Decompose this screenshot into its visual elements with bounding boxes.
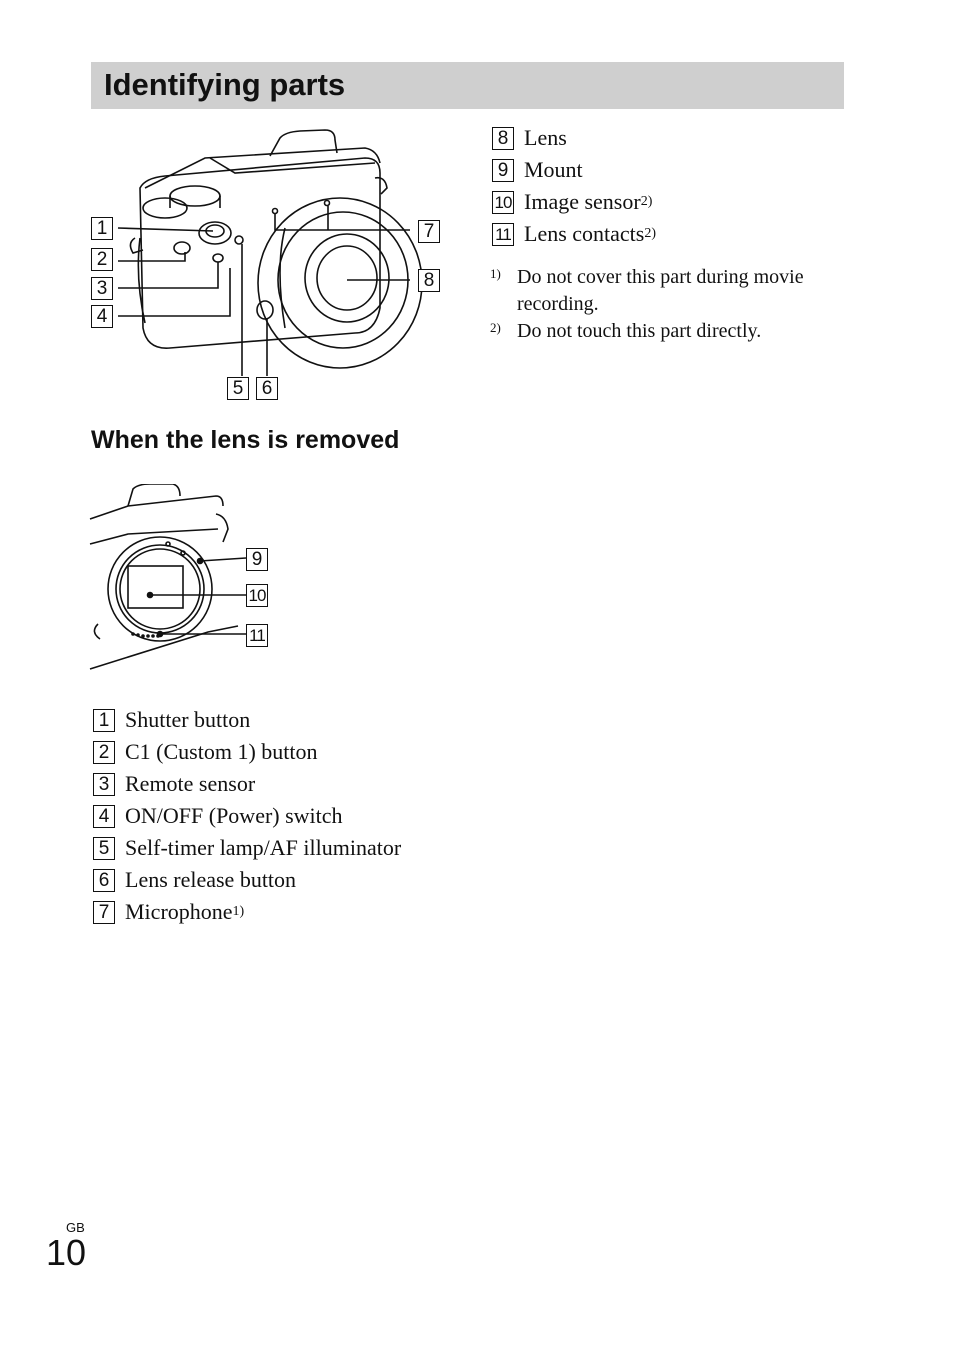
page-number: 10 bbox=[46, 1232, 87, 1273]
item-number: 2 bbox=[93, 741, 115, 764]
item-number: 10 bbox=[492, 191, 514, 214]
item-number: 6 bbox=[93, 869, 115, 892]
item-label: Microphone bbox=[125, 899, 233, 924]
item-label: Shutter button bbox=[125, 707, 251, 732]
item-number: 11 bbox=[492, 223, 514, 246]
camera-front-illustration bbox=[85, 118, 445, 408]
footnote bbox=[490, 318, 850, 345]
callout-5: 5 bbox=[227, 377, 249, 400]
list-item bbox=[93, 736, 401, 768]
footnote bbox=[490, 264, 850, 318]
item-label: Mount bbox=[524, 157, 583, 182]
callout-3: 3 bbox=[91, 277, 113, 300]
list-item: 11 Lens contacts 2) bbox=[492, 218, 656, 250]
footnote-mark: 1) bbox=[490, 266, 501, 281]
list-item bbox=[492, 122, 656, 154]
parts-list-left bbox=[93, 704, 401, 928]
item-label: Image sensor bbox=[524, 189, 641, 214]
list-item bbox=[492, 154, 656, 186]
item-label: C1 (Custom 1) button bbox=[125, 739, 318, 764]
item-label: Remote sensor bbox=[125, 771, 256, 796]
list-item bbox=[93, 704, 401, 736]
item-number: 7 bbox=[93, 901, 115, 924]
item-label: Lens release button bbox=[125, 867, 297, 892]
page-region-code: GB bbox=[66, 1220, 85, 1235]
item-label: ON/OFF (Power) switch bbox=[125, 803, 343, 828]
callout-7: 7 bbox=[418, 220, 440, 243]
footnote-text: Do not touch this part directly. bbox=[517, 320, 762, 342]
footnotes bbox=[490, 264, 850, 345]
callout-10: 10 bbox=[246, 584, 268, 607]
callout-8: 8 bbox=[418, 269, 440, 292]
list-item bbox=[93, 768, 401, 800]
callout-1: 1 bbox=[91, 217, 113, 240]
list-item: 7 Microphone 1) bbox=[93, 896, 401, 928]
item-label: Self-timer lamp/AF illuminator bbox=[125, 835, 402, 860]
item-number: 3 bbox=[93, 773, 115, 796]
item-number: 1 bbox=[93, 709, 115, 732]
callout-9: 9 bbox=[246, 548, 268, 571]
item-number: 4 bbox=[93, 805, 115, 828]
callout-11: 11 bbox=[246, 624, 268, 647]
list-item bbox=[93, 864, 401, 896]
callout-6: 6 bbox=[256, 377, 278, 400]
section-title-bar bbox=[91, 62, 844, 109]
list-item bbox=[93, 832, 401, 864]
item-label: Lens contacts bbox=[524, 221, 645, 246]
list-item: 10 Image sensor 2) bbox=[492, 186, 656, 218]
item-number: 9 bbox=[492, 159, 514, 182]
footnote-mark: 2) bbox=[490, 320, 501, 335]
callout-2: 2 bbox=[91, 248, 113, 271]
item-number: 5 bbox=[93, 837, 115, 860]
parts-list-right bbox=[492, 122, 656, 250]
footnote-text: Do not cover this part during movie recording. bbox=[517, 266, 804, 315]
page-title: Identifying parts bbox=[104, 67, 346, 102]
section-subheading: When the lens is removed bbox=[91, 426, 400, 454]
item-label: Lens bbox=[524, 125, 567, 150]
callout-4: 4 bbox=[91, 305, 113, 328]
list-item bbox=[93, 800, 401, 832]
item-number: 8 bbox=[492, 127, 514, 150]
